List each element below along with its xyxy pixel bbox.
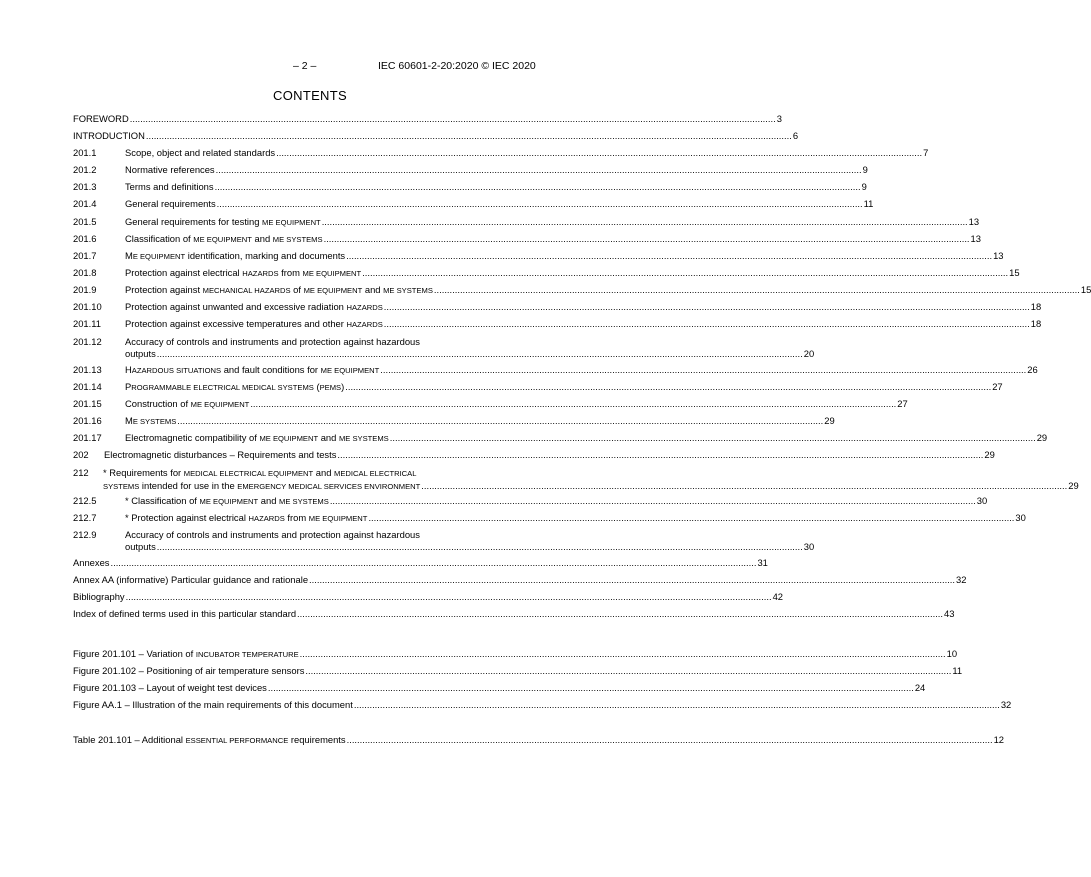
entry-page-number: 18 [1030,301,1042,312]
toc-entry[interactable] [73,181,867,193]
entry-text: ( [313,381,320,392]
entry-text: from [278,267,303,278]
dot-leader [347,734,993,746]
entry-title [125,164,215,176]
toc-entry[interactable] [73,250,1004,263]
toc-entry[interactable] [73,467,1079,493]
dot-leader [157,348,803,360]
entry-defined-term: MEDICAL ELECTRICAL [334,469,417,478]
dot-leader [337,449,983,461]
entry-text: General requirements [125,198,216,209]
entry-defined-term: ME SYSTEMS [383,286,433,295]
entry-text: Electromagnetic compatibility of [125,432,260,443]
entry-title [73,682,267,694]
entry-title [125,250,345,263]
entry-number: 201.17 [73,432,102,443]
entry-defined-term: ME EQUIPMENT [199,497,259,506]
toc-entry[interactable] [73,336,815,360]
entry-text: and [313,467,335,478]
entry-text [103,480,420,493]
entry-defined-term: ME EQUIPMENT [193,235,252,244]
entry-title [125,284,433,297]
entry-defined-term: ME EQUIPMENT [262,218,321,227]
entry-text: Bibliography [73,591,125,602]
toc-entry[interactable] [73,415,835,428]
dot-leader [324,233,970,245]
entry-page-number: 32 [956,574,967,585]
entry-defined-term: MECHANICAL HAZARDS [202,286,291,295]
dot-leader [217,198,863,210]
entry-defined-term: ME EQUIPMENT [308,514,368,523]
entry-defined-term: EMERGENCY MEDICAL SERVICES ENVIRONMENT [237,482,421,491]
entry-number: 201.11 [73,318,101,329]
entry-page-number: 29 [1036,432,1048,443]
dot-leader [297,608,943,620]
entry-text: M [125,250,133,261]
entry-defined-term: ME EQUIPMENT [302,269,362,278]
toc-entry[interactable] [73,591,784,603]
entry-title [125,398,249,411]
dot-leader [157,541,803,553]
entry-title [125,301,383,314]
entry-page-number: 11 [863,198,874,209]
entry-text: * Requirements for [103,467,184,478]
dot-leader [177,415,823,427]
entry-number: 201.5 [73,216,97,227]
entry-number: 212.9 [73,529,97,540]
dot-leader [309,574,955,586]
entry-defined-term: ME EQUIPMENT [320,366,380,375]
dot-leader [390,432,1036,444]
toc-entry[interactable] [73,557,768,569]
contents-title: CONTENTS [273,88,347,103]
toc-entry[interactable] [73,648,958,661]
entry-number: 201.14 [73,381,102,392]
dot-leader [300,648,946,660]
entry-page-number: 30 [976,495,988,506]
entry-number: 201.13 [73,364,102,375]
entry-page-number: 27 [992,381,1003,392]
entry-text: H [125,364,132,375]
entry-page-number: 3 [776,113,782,124]
dot-leader [380,364,1026,376]
entry-text: Terms and definitions [125,181,214,192]
entry-page-number: 13 [968,216,980,227]
entry-defined-term: SYSTEMS [103,482,140,491]
entry-page-number: 10 [946,648,958,659]
entry-title [125,198,216,210]
entry-defined-term: HAZARDS [242,269,279,278]
entry-page-number: 12 [993,734,1005,745]
toc-entry[interactable] [73,364,1038,377]
entry-defined-term: PEMS [319,383,342,392]
entry-text: and [258,495,280,506]
entry-title-line [125,348,814,360]
entry-number: 212 [73,467,89,478]
entry-defined-term: ME EQUIPMENT [303,286,363,295]
entry-number: 201.8 [73,267,97,278]
entry-text: M [125,415,133,426]
entry-number: 201.12 [73,336,102,347]
toc-entry[interactable] [73,318,1042,331]
entry-text: INTRODUCTION [73,130,145,141]
entry-defined-term: E EQUIPMENT [132,252,186,261]
entry-number: 201.15 [73,398,102,409]
dot-leader [346,250,992,262]
toc-entry[interactable] [73,381,1003,394]
entry-text: Protection against [125,284,203,295]
entry-page-number: 30 [803,541,815,552]
dot-leader [110,557,756,569]
entry-title [125,147,275,159]
entry-number: 201.4 [73,198,97,209]
dot-leader [330,495,976,507]
toc-entry[interactable] [73,113,782,125]
entry-text: Normative references [125,164,215,175]
entry-title [73,648,299,661]
entry-page-number: 27 [897,398,908,409]
entry-title [125,181,214,193]
entry-title [73,665,304,677]
dot-leader [384,301,1030,313]
entry-title [73,699,353,711]
toc-entry[interactable] [73,233,981,246]
entry-text: General requirements for testing [125,216,263,227]
toc-entry[interactable] [73,734,1005,747]
dot-leader [421,480,1067,492]
entry-page-number: 29 [1068,480,1079,491]
toc-entry[interactable] [73,130,799,142]
entry-defined-term: MEDICAL ELECTRICAL EQUIPMENT [183,469,314,478]
entry-number: 201.10 [73,301,102,312]
dot-leader [276,147,922,159]
entry-title [125,495,329,508]
entry-title [73,113,129,125]
entry-text: outputs [125,348,156,359]
dot-leader [322,216,968,228]
entry-title [73,557,109,569]
page-number: – 2 – [293,60,317,72]
entry-title-line [103,480,1079,493]
entry-text: Figure 201.101 – Variation of [73,648,196,659]
entry-defined-term: AZARDOUS SITUATIONS [131,366,222,375]
dot-leader [305,665,951,677]
entry-number: 201.2 [73,164,97,175]
entry-page-number: 30 [1015,512,1026,523]
entry-text: Protection against excessive temperatures and other [125,318,347,329]
entry-page-number: 7 [923,147,929,158]
dot-leader [268,682,914,694]
entry-title [125,432,389,445]
entry-title [125,336,814,360]
entry-text: and fault conditions for [221,364,321,375]
entry-defined-term: HAZARDS [346,303,383,312]
toc-entry[interactable] [73,198,874,210]
entry-text: Protection against unwanted and excessive radiation [125,301,347,312]
entry-title [103,467,1079,493]
entry-title-line [125,541,814,553]
entry-defined-term: ROGRAMMABLE ELECTRICAL MEDICAL SYSTEMS [131,383,314,392]
toc-entry[interactable] [73,267,1020,280]
entry-text: Annex AA (informative) Particular guidance and rationale [73,574,309,585]
entry-title [73,591,125,603]
entry-page-number: 31 [757,557,768,568]
dot-leader [126,591,772,603]
entry-number: 201.6 [73,233,97,244]
toc-entry[interactable] [73,682,926,694]
entry-defined-term: ME SYSTEMS [338,434,389,443]
entry-defined-term: ME EQUIPMENT [190,400,250,409]
entry-defined-term: ESSENTIAL PERFORMANCE [185,736,289,745]
dot-leader [130,113,776,125]
entry-title [125,233,323,246]
toc-entry[interactable] [73,574,967,586]
entry-page-number: 9 [861,181,867,192]
entry-text: Index of defined terms used in this particular standard [73,608,297,619]
entry-title [125,415,176,428]
entry-title [73,130,145,142]
entry-page-number: 18 [1030,318,1042,329]
dot-leader [384,318,1030,330]
toc-entry[interactable] [73,398,908,411]
entry-page-number: 11 [952,665,963,676]
entry-number: 201.16 [73,415,102,426]
entry-text: Scope, object and related standards [125,147,276,158]
dot-leader [354,699,1000,711]
entry-text: * Protection against electrical [125,512,249,523]
entry-title [73,608,296,620]
toc-entry[interactable] [73,529,815,553]
entry-page-number: 13 [970,233,981,244]
toc-entry[interactable] [73,216,980,229]
dot-leader [345,381,991,393]
document-reference: IEC 60601-2-20:2020 © IEC 2020 [378,60,536,72]
toc-entry[interactable] [73,147,929,159]
entry-text: P [125,381,132,392]
entry-defined-term: ME SYSTEMS [279,497,329,506]
entry-title [73,734,346,747]
entry-text: Electromagnetic disturbances – Requirements and tests [104,449,337,460]
toc-entry[interactable] [73,449,995,461]
entry-text: identification, marking and documents [185,250,346,261]
entry-title [125,512,367,525]
entry-defined-term: ME SYSTEMS [272,235,323,244]
entry-title-line: Accuracy of controls and instruments and protection against hazardous [125,336,420,347]
entry-number: 201.7 [73,250,97,261]
entry-page-number: 6 [792,130,799,141]
entry-text: Construction of [125,398,191,409]
entry-title [125,318,383,331]
entry-defined-term: E SYSTEMS [132,417,177,426]
entry-text: and [318,432,339,443]
dot-leader [250,398,896,410]
entry-defined-term: HAZARDS [248,514,285,523]
entry-number: 201.9 [73,284,97,295]
entry-defined-term: HAZARDS [346,320,383,329]
dot-leader [434,284,1080,296]
entry-text: Protection against electrical [125,267,243,278]
dot-leader [362,267,1008,279]
entry-page-number: 29 [984,449,995,460]
entry-text: and [251,233,273,244]
entry-text: ) [341,381,345,392]
entry-page-number: 9 [862,164,868,175]
entry-number: 201.3 [73,181,97,192]
entry-text: outputs [125,541,156,552]
entry-title [104,449,336,461]
entry-title-line [103,467,1079,480]
dot-leader [368,512,1014,524]
entry-text: Table 201.101 – Additional [73,734,186,745]
entry-text: Classification of [125,233,194,244]
toc-entry[interactable] [73,665,963,677]
toc-entry[interactable] [73,301,1042,314]
dot-leader [146,130,792,142]
toc-entry[interactable] [73,608,955,620]
entry-defined-term: INCUBATOR TEMPERATURE [195,650,299,659]
entry-text: * Classification of [125,495,200,506]
entry-page-number: 43 [944,608,955,619]
entry-text: of [290,284,304,295]
entry-page-number: 26 [1027,364,1038,375]
entry-page-number: 20 [803,348,815,359]
toc-entry[interactable] [73,495,988,508]
entry-text: FOREWORD [73,113,129,124]
toc-entry[interactable] [73,284,1091,297]
entry-text: intended for use in the [139,480,238,491]
entry-page-number: 32 [1000,699,1012,710]
entry-number: 201.1 [73,147,97,158]
entry-text: and [362,284,384,295]
entry-defined-term: ME EQUIPMENT [259,434,319,443]
entry-title [73,574,308,586]
entry-page-number: 42 [772,591,784,602]
dot-leader [215,181,861,193]
entry-text: Figure 201.102 – Positioning of air temperature sensors [73,665,305,676]
toc-entry[interactable] [73,512,1026,525]
entry-title-line: Accuracy of controls and instruments and protection against hazardous [125,529,420,540]
entry-page-number: 15 [1080,284,1091,295]
entry-text: requirements [288,734,346,745]
toc-entry[interactable] [73,164,868,176]
entry-title [125,267,361,280]
entry-title [125,216,321,229]
entry-number: 212.7 [73,512,97,523]
entry-title [125,381,344,394]
entry-number: 212.5 [73,495,97,506]
dot-leader [216,164,862,176]
entry-text: Annexes [73,557,110,568]
entry-number: 202 [73,449,89,460]
entry-text: from [284,512,309,523]
entry-page-number: 24 [914,682,926,693]
toc-entry[interactable] [73,699,1012,711]
entry-page-number: 29 [824,415,835,426]
entry-page-number: 15 [1009,267,1020,278]
entry-text: Figure 201.103 – Layout of weight test devices [73,682,267,693]
entry-title [125,364,379,377]
entry-page-number: 13 [993,250,1004,261]
entry-title [125,529,814,553]
toc-entry[interactable] [73,432,1048,445]
entry-text: Figure AA.1 – Illustration of the main requirements of this document [73,699,353,710]
